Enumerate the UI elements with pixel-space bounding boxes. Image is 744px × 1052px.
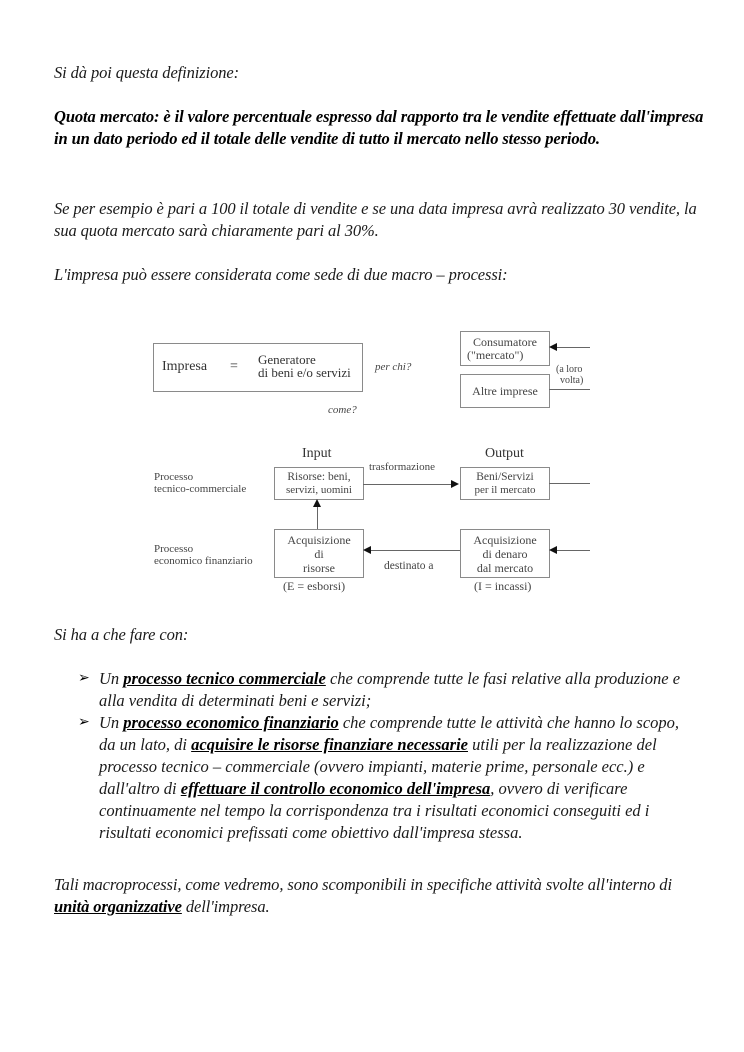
esborsi-label: (E = esborsi) xyxy=(283,579,346,593)
trasformazione-label: trasformazione xyxy=(369,461,435,473)
input-heading: Input xyxy=(302,446,332,461)
process-list xyxy=(78,668,698,844)
arrow-bullet-icon: ➢ xyxy=(78,671,90,686)
beni-line2: per il mercato xyxy=(474,484,536,496)
acquisizione-denaro-box xyxy=(460,529,550,578)
per-chi-label: per chi? xyxy=(375,361,412,373)
generatore-line2: di beni e/o servizi xyxy=(258,365,351,380)
acq-risorse-line3: risorse xyxy=(303,561,335,575)
consumatore-box xyxy=(460,331,550,366)
acq-risorse-line2: di xyxy=(314,547,324,561)
bold-term: unità organizzative xyxy=(54,897,182,916)
equals-sign: = xyxy=(230,359,238,374)
impresa-box xyxy=(153,343,363,392)
acquisizione-risorse-box xyxy=(274,529,364,578)
arrow-up-icon xyxy=(313,499,321,507)
acq-denaro-line2: di denaro xyxy=(482,547,528,561)
closing-paragraph: Tali macroprocessi, come vedremo, sono scomponibili in specifiche attività svolte all'interno di unità organizzative dell'impresa. xyxy=(54,875,672,916)
destinato-line xyxy=(371,550,460,551)
output-heading: Output xyxy=(485,446,524,461)
consumatore-line1: Consumatore xyxy=(473,335,537,349)
beni-servizi-box xyxy=(460,467,550,500)
processo-tc-line1: Processo xyxy=(154,471,194,483)
acq-denaro-line1: Acquisizione xyxy=(473,533,537,547)
output-line xyxy=(549,483,590,484)
arrow-to-consumatore-icon xyxy=(549,343,557,351)
vertical-line xyxy=(317,507,318,529)
a-loro-line2: volta) xyxy=(560,375,584,386)
destinato-label: destinato a xyxy=(384,560,434,572)
bold-term: processo economico finanziario xyxy=(123,713,339,732)
list-item: ➢ Un processo economico finanziario che comprende tutte le attività che hanno lo scopo, da un lato, di acquisire le risorse finanziare necessarie utili per la realizzazione del processo tecnico – commerciale (ovvero impianti, materie prime, personale ecc.) e dall'altro di effettuare il controllo economico dell'impresa, ovvero di verificare continuamente nel tempo la corrispondenza tra i risultati economici conseguiti ed i risultati economici prefissati come obiettivo dall'impresa stessa. xyxy=(78,713,680,842)
beni-line1: Beni/Servizi xyxy=(476,471,534,483)
example-paragraph: Se per esempio è pari a 100 il totale di vendite e se una data impresa avrà realizzato 30 vendite, la sua quota mercato sarà chiaramente pari al 30%. xyxy=(54,199,697,240)
altre-imprese-label: Altre imprese xyxy=(472,384,538,398)
trasformazione-line xyxy=(363,484,451,485)
list-item: ➢ Un processo tecnico commerciale che comprende tutte le fasi relative alla produzione e alla vendita di determinati beni e servizi; xyxy=(78,669,681,710)
consumatore-line xyxy=(556,347,590,348)
risorse-line1: Risorse: beni, xyxy=(287,471,351,483)
mercato-input-line xyxy=(557,550,590,551)
altre-imprese-line xyxy=(549,389,590,390)
acq-denaro-line3: dal mercato xyxy=(476,561,534,575)
processo-ef-line2: economico finanziario xyxy=(154,555,253,567)
impresa-label: Impresa xyxy=(162,359,208,374)
intro-paragraph: Si dà poi questa definizione: xyxy=(54,63,239,82)
processo-tc-line2: tecnico-commerciale xyxy=(154,483,247,495)
bold-term: effettuare il controllo economico dell'impresa xyxy=(180,779,491,798)
definition-paragraph: Quota mercato: è il valore percentuale espresso dal rapporto tra le vendite effettuate dall'impresa in un dato periodo ed il totale delle vendite di tutto il mercato nello stesso periodo. xyxy=(54,107,704,148)
arrow-bullet-icon: ➢ xyxy=(78,715,90,730)
altre-imprese-box xyxy=(460,374,550,408)
bold-term: processo tecnico commerciale xyxy=(123,669,326,688)
incassi-label: (I = incassi) xyxy=(474,579,532,593)
risorse-box xyxy=(274,467,364,500)
come-label: come? xyxy=(328,404,357,416)
consumatore-line2: ("mercato") xyxy=(467,348,524,362)
arrow-to-acquisizione-denaro-icon xyxy=(549,546,557,554)
acq-risorse-line1: Acquisizione xyxy=(287,533,351,547)
arrow-to-acquisizione-risorse-icon xyxy=(363,546,371,554)
si-ha-paragraph: Si ha a che fare con: xyxy=(54,625,189,644)
generatore-line1: Generatore xyxy=(258,352,316,367)
processo-ef-line1: Processo xyxy=(154,543,194,555)
bold-term: acquisire le risorse finanziare necessarie xyxy=(191,735,468,754)
arrow-to-output-icon xyxy=(451,480,459,488)
a-loro-line1: (a loro xyxy=(556,364,583,375)
macro-intro-paragraph: L'impresa può essere considerata come sede di due macro – processi: xyxy=(54,265,508,284)
risorse-line2: servizi, uomini xyxy=(286,484,352,496)
